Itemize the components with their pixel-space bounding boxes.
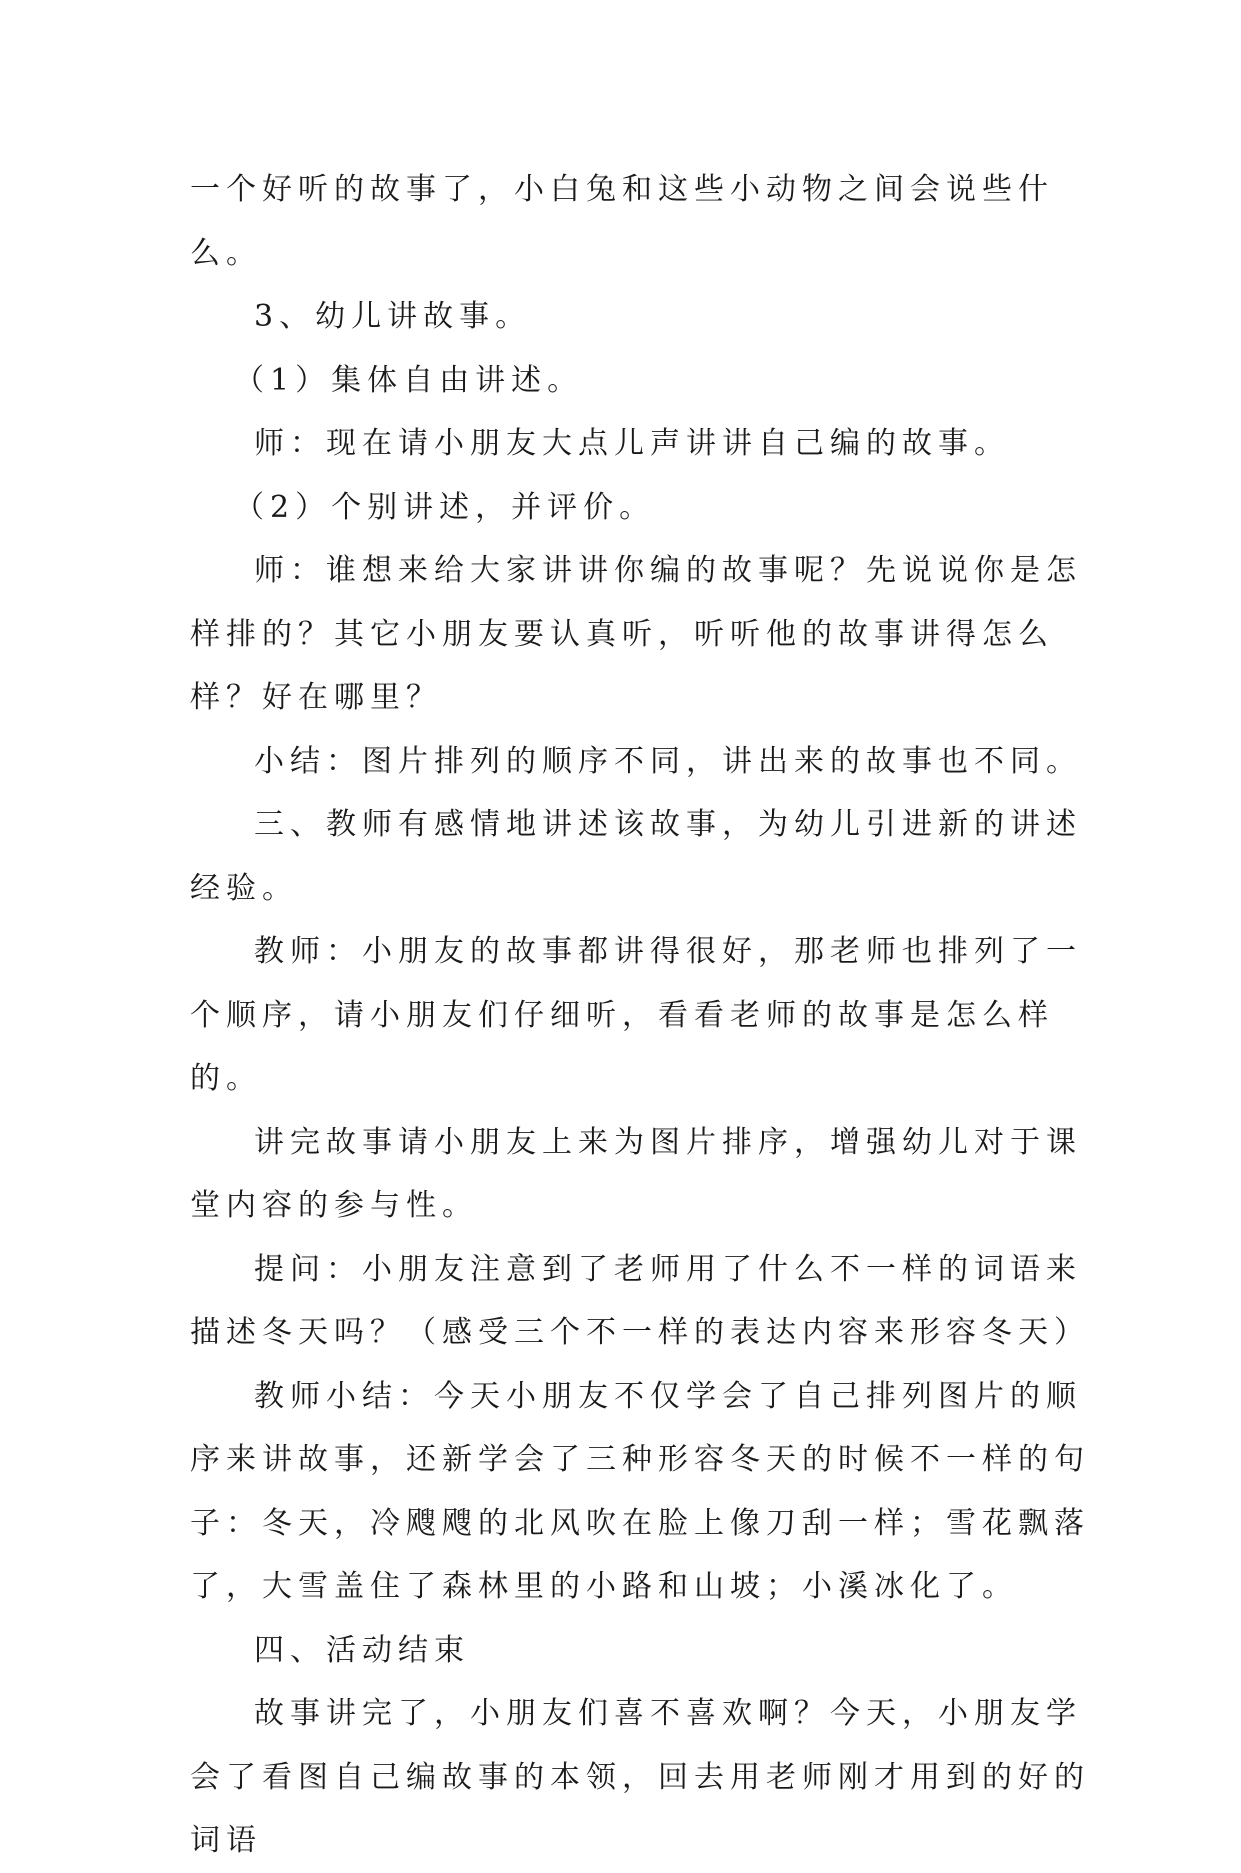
subsection-heading: （1）集体自由讲述。 [234,362,584,398]
paragraph: 教师小结：今天小朋友不仅学会了自己排列图片的顺序来讲故事，还新学会了三种形容冬天的时候不一样的句子：冬天，冷飕飕的北风吹在脸上像刀刮一样；雪花飘落了，大雪盖住了森林里的小路和山坡；小溪冰化了。 [190,1378,1090,1604]
document-body [190,158,1090,1873]
section-heading: 三、教师有感情地讲述该故事，为幼儿引进新的讲述经验。 [190,807,1082,906]
paragraph: 教师：小朋友的故事都讲得很好，那老师也排列了一个顺序，请小朋友们仔细听，看看老师的故事是怎么样的。 [190,934,1082,1096]
subsection-heading: （2）个别讲述，并评价。 [234,489,656,525]
section-heading: 3、幼儿讲故事。 [254,299,532,334]
paragraph: 讲完故事请小朋友上来为图片排序，增强幼儿对于课堂内容的参与性。 [190,1124,1082,1223]
paragraph: 小结：图片排列的顺序不同，讲出来的故事也不同。 [254,743,1082,779]
section-heading: 四、活动结束 [254,1632,470,1668]
paragraph: 提问：小朋友注意到了老师用了什么不一样的词语来描述冬天吗？（感受三个不一样的表达内容来形容冬天） [190,1251,1090,1350]
paragraph: 一个好听的故事了，小白兔和这些小动物之间会说些什么。 [190,172,1054,271]
paragraph: 师：谁想来给大家讲讲你编的故事呢？先说说你是怎样排的？其它小朋友要认真听，听听他的故事讲得怎么样？好在哪里？ [190,553,1082,715]
paragraph: 故事讲完了，小朋友们喜不喜欢啊？今天，小朋友学会了看图自己编故事的本领，回去用老师刚才用到的好的词语 [190,1696,1090,1858]
paragraph: 师：现在请小朋友大点儿声讲讲自己编的故事。 [254,426,1010,461]
